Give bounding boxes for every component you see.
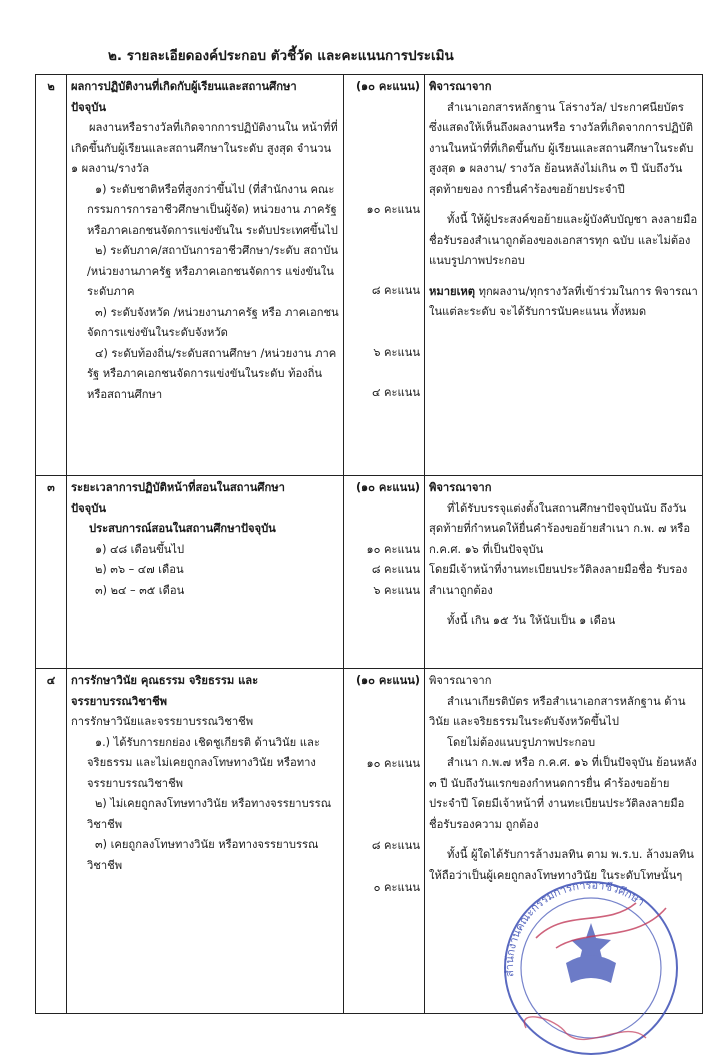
score-value: ๖ คะแนน [373,345,420,359]
table-row [36,75,703,476]
criterion-description [67,75,344,476]
score-value: ๑๐ คะแนน [366,756,420,770]
remark-label: หมายเหตุ [429,284,476,298]
score-value: ๐ คะแนน [373,880,420,894]
criterion-evidence [425,75,703,476]
score-value: ๘ คะแนน [371,563,420,576]
evidence-text: สำเนาเอกสารหลักฐาน โล่รางวัล/ ประกาศนียบัตร ซึ่งแสดงให้เห็นถึงผลงานหรือ รางวัลที่เกิดจากการปฏิบัติงานในหน้าที่ที่เกิดขึ้นกับ ผู้เรียนและสถานศึกษาในระดับสูงสุด ๑ ผลงาน/ รางวัล ย้อนหลังไม่เกิน ๓ ปี นับถึงวันสุดท้ายของ การยื่นคำร้องขอย้ายประจำปี [429,100,694,196]
score-value: ๑๐ คะแนน [366,202,420,216]
score-column [344,75,425,476]
list-item: ๔) ระดับท้องถิ่น/ระดับสถานศึกษา /หน่วยงาน ภาครัฐ หรือภาคเอกชนจัดการแข่งขันในระดับ ท้องถิ่นหรือสถานศึกษา [87,346,337,401]
list-item: ๑) ๔๘ เดือนขึ้นไป [95,542,185,556]
page-heading: ๒. รายละเอียดองค์ประกอบ ตัวชี้วัด และคะแนนการประเมิน [108,48,454,64]
criterion-evidence [425,476,703,669]
evidence-text: โดยมีเจ้าหน้าที่งานทะเบียนประวัติลงลายมือชื่อ รับรองสำเนาถูกต้อง [429,563,688,597]
evidence-text: โดยไม่ต้องแนบรูปภาพประกอบ [447,735,596,749]
score-column [344,669,425,1014]
evidence-remark [429,282,698,323]
total-score: (๑๐ คะแนน) [355,80,420,93]
criterion-title-cont: ปัจจุบัน [71,501,106,515]
table-row [36,476,703,669]
evidence-text: ทั้งนี้ ให้ผู้ประสงค์ขอย้ายและผู้บังคับบัญชา ลงลายมือชื่อรับรองสำเนาถูกต้องของเอกสารทุก ฉบับ และไม่ต้องแนบรูปภาพประกอบ [429,213,698,267]
seal-text: สำนักงานคณะกรรมการการอาชีวศึกษา [502,878,647,978]
row-number: ๓ [36,476,67,669]
criterion-intro: ผลงานหรือรางวัลที่เกิดจากการปฏิบัติงานใน หน้าที่ที่เกิดขึ้นกับผู้เรียนและสถานศึกษาในระดับ สูงสุด จำนวน ๑ ผลงาน/รางวัล [71,121,338,175]
criterion-title: การรักษาวินัย คุณธรรม จริยธรรม และ [71,674,259,687]
criterion-title: ระยะเวลาการปฏิบัติหน้าที่สอนในสถานศึกษา [71,481,285,494]
criterion-title-cont: ปัจจุบัน [71,100,106,114]
list-item: ๑.) ได้รับการยกย่อง เชิดชูเกียรติ ด้านวินัย และ จริยธรรม และไม่เคยถูกลงโทษทางวินัย หรือทาง จรรยาบรรณวิชาชีพ [87,735,320,790]
criterion-title-cont: จรรยาบรรณวิชาชีพ [71,694,168,708]
score-value: ๘ คะแนน [371,839,420,852]
total-score: (๑๐ คะแนน) [355,674,420,687]
score-value: ๖ คะแนน [373,583,420,597]
list-item: ๓) เคยถูกลงโทษทางวินัย หรือทางจรรยาบรรณ วิชาชีพ [87,838,319,872]
score-value: ๘ คะแนน [371,284,420,297]
list-item: ๑) ระดับชาติหรือที่สูงกว่าขึ้นไป (ที่สำนักงาน คณะกรรมการการอาชีวศึกษาเป็นผู้จัด) หน่วยงาน ภาครัฐ หรือภาคเอกชนจัดการแข่งขันใน ระดับประเทศขึ้นไป [87,182,338,237]
list-item: ๒) ระดับภาค/สถาบันการอาชีวศึกษา/ระดับ สถาบัน /หน่วยงานภาครัฐ หรือภาคเอกชนจัดการ แข่งขันในระดับภาค [87,244,339,298]
score-value: ๑๐ คะแนน [366,542,420,556]
evidence-title: พิจารณาจาก [429,80,492,93]
list-item: ๓) ระดับจังหวัด /หน่วยงานภาครัฐ หรือ ภาคเอกชนจัดการแข่งขันในระดับจังหวัด [87,305,339,339]
total-score: (๑๐ คะแนน) [355,481,420,494]
list-item: ๓) ๒๔ – ๓๕ เดือน [95,583,185,597]
list-item: ๒) ๓๖ – ๔๗ เดือน [95,563,184,576]
list-item: ๒) ไม่เคยถูกลงโทษทางวินัย หรือทางจรรยาบรรณ วิชาชีพ [87,797,332,831]
row-number: ๔ [36,669,67,1014]
score-column [344,476,425,669]
evidence-text: ทั้งนี้ ผู้ใดได้รับการล้างมลทิน ตาม พ.ร.บ. ล้างมลทิน ให้ถือว่าเป็นผู้เคยถูกลงโทษทางวินัย ในระดับโทษนั้นๆ [429,848,694,882]
official-seal-stamp [496,868,686,1058]
evidence-title: พิจารณาจาก [429,481,492,494]
criterion-title: ผลการปฏิบัติงานที่เกิดกับผู้เรียนและสถานศึกษา [71,80,297,93]
criterion-subtitle: การรักษาวินัยและจรรยาบรรณวิชาชีพ [71,715,254,728]
evidence-title: พิจารณาจาก [429,674,492,687]
criterion-description [67,669,344,1014]
score-value: ๔ คะแนน [371,386,420,399]
evidence-text: ทั้งนี้ เกิน ๑๕ วัน ให้นับเป็น ๑ เดือน [447,614,616,627]
criterion-subtitle: ประสบการณ์สอนในสถานศึกษาปัจจุบัน [89,522,276,535]
remark-text: ทุกผลงาน/ทุกรางวัลที่เข้าร่วมในการ พิจารณาในแต่ละระดับ จะได้รับการนับคะแนน ทั้งหมด [429,284,698,318]
evidence-text: สำเนา ก.พ.๗ หรือ ก.ค.ศ. ๑๖ ที่เป็นปัจจุบัน ย้อนหลัง ๓ ปี นับถึงวันแรกของกำหนดการยื่น คำร้องขอย้ายประจำปี โดยมีเจ้าหน้าที่ งานทะเบียนประวัติลงลายมือชื่อรับรองความ ถูกต้อง [429,756,697,831]
criterion-description [67,476,344,669]
evidence-text: ที่ได้รับบรรจุแต่งตั้งในสถานศึกษาปัจจุบันนับ ถึงวันสุดท้ายที่กำหนดให้ยื่นคำร้องขอย้ายสำเนา ก.พ. ๗ หรือ ก.ค.ศ. ๑๖ ที่เป็นปัจจุบัน [429,501,691,556]
row-number: ๒ [36,75,67,476]
evidence-text: สำเนาเกียรติบัตร หรือสำเนาเอกสารหลักฐาน ด้านวินัย และจริยธรรมในระดับจังหวัดขึ้นไป [429,694,686,728]
